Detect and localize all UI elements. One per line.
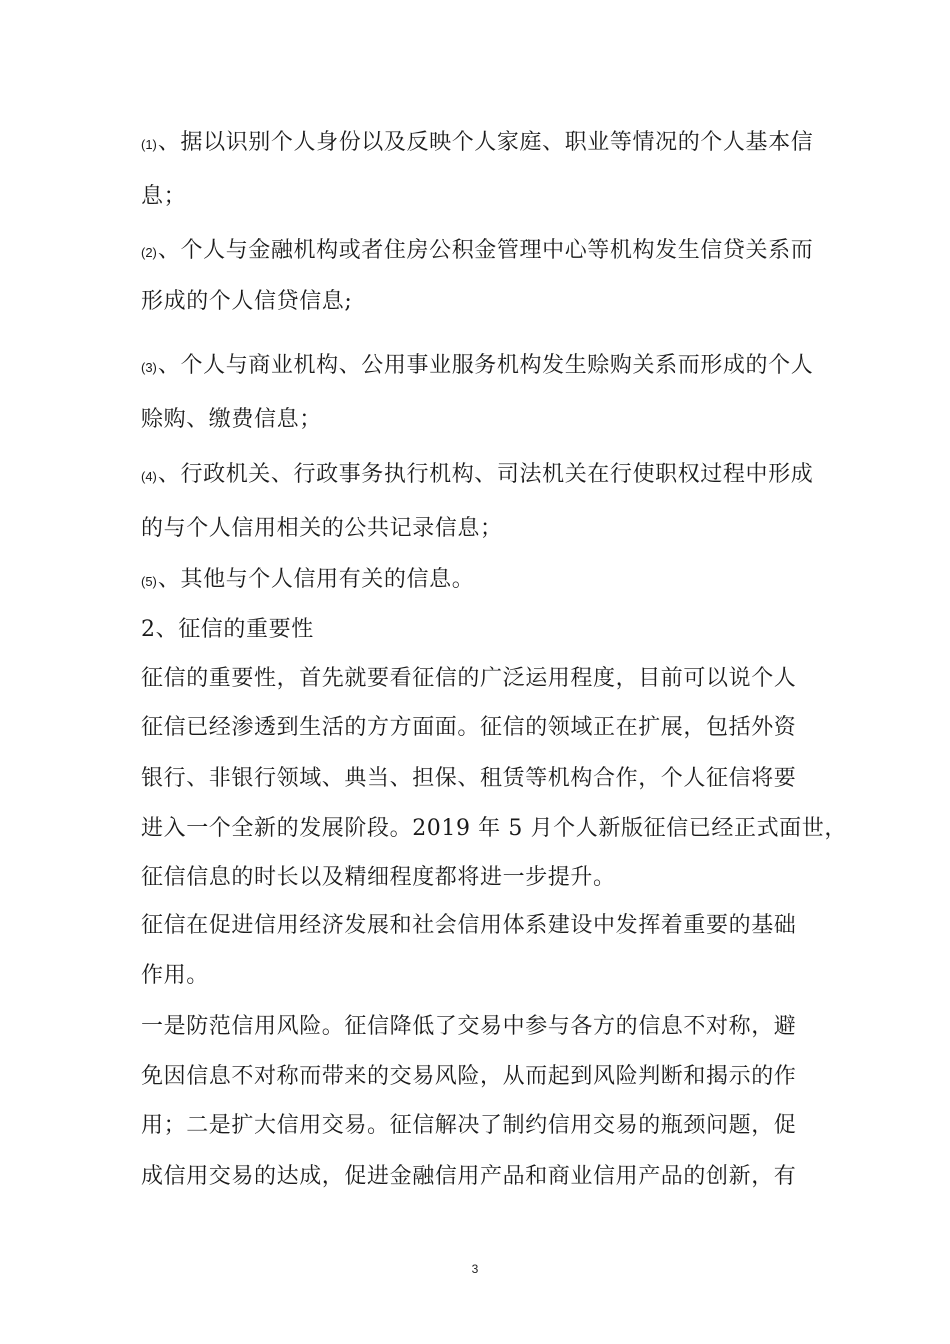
- list-item-2-number: (2): [141, 245, 157, 260]
- list-item-5-line-1: [141, 565, 474, 597]
- list-item-1-text: 、据以识别个人身份以及反映个人家庭、职业等情况的个人基本信: [157, 130, 814, 155]
- paragraph-3-line-4: 成信用交易的达成，促进金融信用产品和商业信用产品的创新，有: [141, 1164, 797, 1189]
- list-item-3-text: 、个人与商业机构、公用事业服务机构发生赊购关系而形成的个人: [157, 353, 814, 378]
- paragraph-3-line-2: 免因信息不对称而带来的交易风险，从而起到风险判断和揭示的作: [141, 1064, 797, 1089]
- paragraph-2-line-2: 作用。: [141, 963, 209, 988]
- list-item-2-line-1: [141, 236, 813, 268]
- paragraph-3-line-1: 一是防范信用风险。征信降低了交易中参与各方的信息不对称，避: [141, 1014, 797, 1039]
- paragraph-1-line-3: 银行、非银行领域、典当、担保、租赁等机构合作，个人征信将要: [141, 766, 797, 791]
- paragraph-2-line-1: 征信在促进信用经济发展和社会信用体系建设中发挥着重要的基础: [141, 913, 797, 938]
- list-item-4-text: 、行政机关、行政事务执行机构、司法机关在行使职权过程中形成: [157, 462, 814, 487]
- list-item-1-line-1: [141, 128, 813, 160]
- list-item-2-line-2: 形成的个人信贷信息;: [141, 289, 353, 314]
- paragraph-1-line-4: 进入一个全新的发展阶段。2019 年 5 月个人新版征信已经正式面世，: [141, 816, 847, 841]
- list-item-3-line-2: 赊购、缴费信息；: [141, 407, 322, 432]
- page-number: 3: [471, 1262, 479, 1276]
- list-item-5-number: (5): [141, 574, 157, 589]
- paragraph-1-line-1: 征信的重要性，首先就要看征信的广泛运用程度，目前可以说个人: [141, 666, 797, 691]
- list-item-5-text: 、其他与个人信用有关的信息。: [157, 567, 475, 592]
- list-item-3-line-1: [141, 351, 813, 383]
- list-item-1-number: (1): [141, 137, 157, 152]
- list-item-3-number: (3): [141, 360, 157, 375]
- list-item-4-number: (4): [141, 469, 157, 484]
- list-item-4-line-1: [141, 460, 813, 492]
- list-item-1-line-2: 息；: [141, 184, 187, 209]
- list-item-2-text: 、个人与金融机构或者住房公积金管理中心等机构发生信贷关系而: [157, 238, 814, 263]
- paragraph-1-line-2: 征信已经渗透到生活的方方面面。征信的领域正在扩展，包括外资: [141, 715, 797, 740]
- paragraph-1-line-5: 征信信息的时长以及精细程度都将进一步提升。: [141, 865, 616, 890]
- section-heading: 2、征信的重要性: [141, 617, 314, 642]
- paragraph-3-line-3: 用；二是扩大信用交易。征信解决了制约信用交易的瓶颈问题，促: [141, 1113, 797, 1138]
- list-item-4-line-2: 的与个人信用相关的公共记录信息；: [141, 516, 503, 541]
